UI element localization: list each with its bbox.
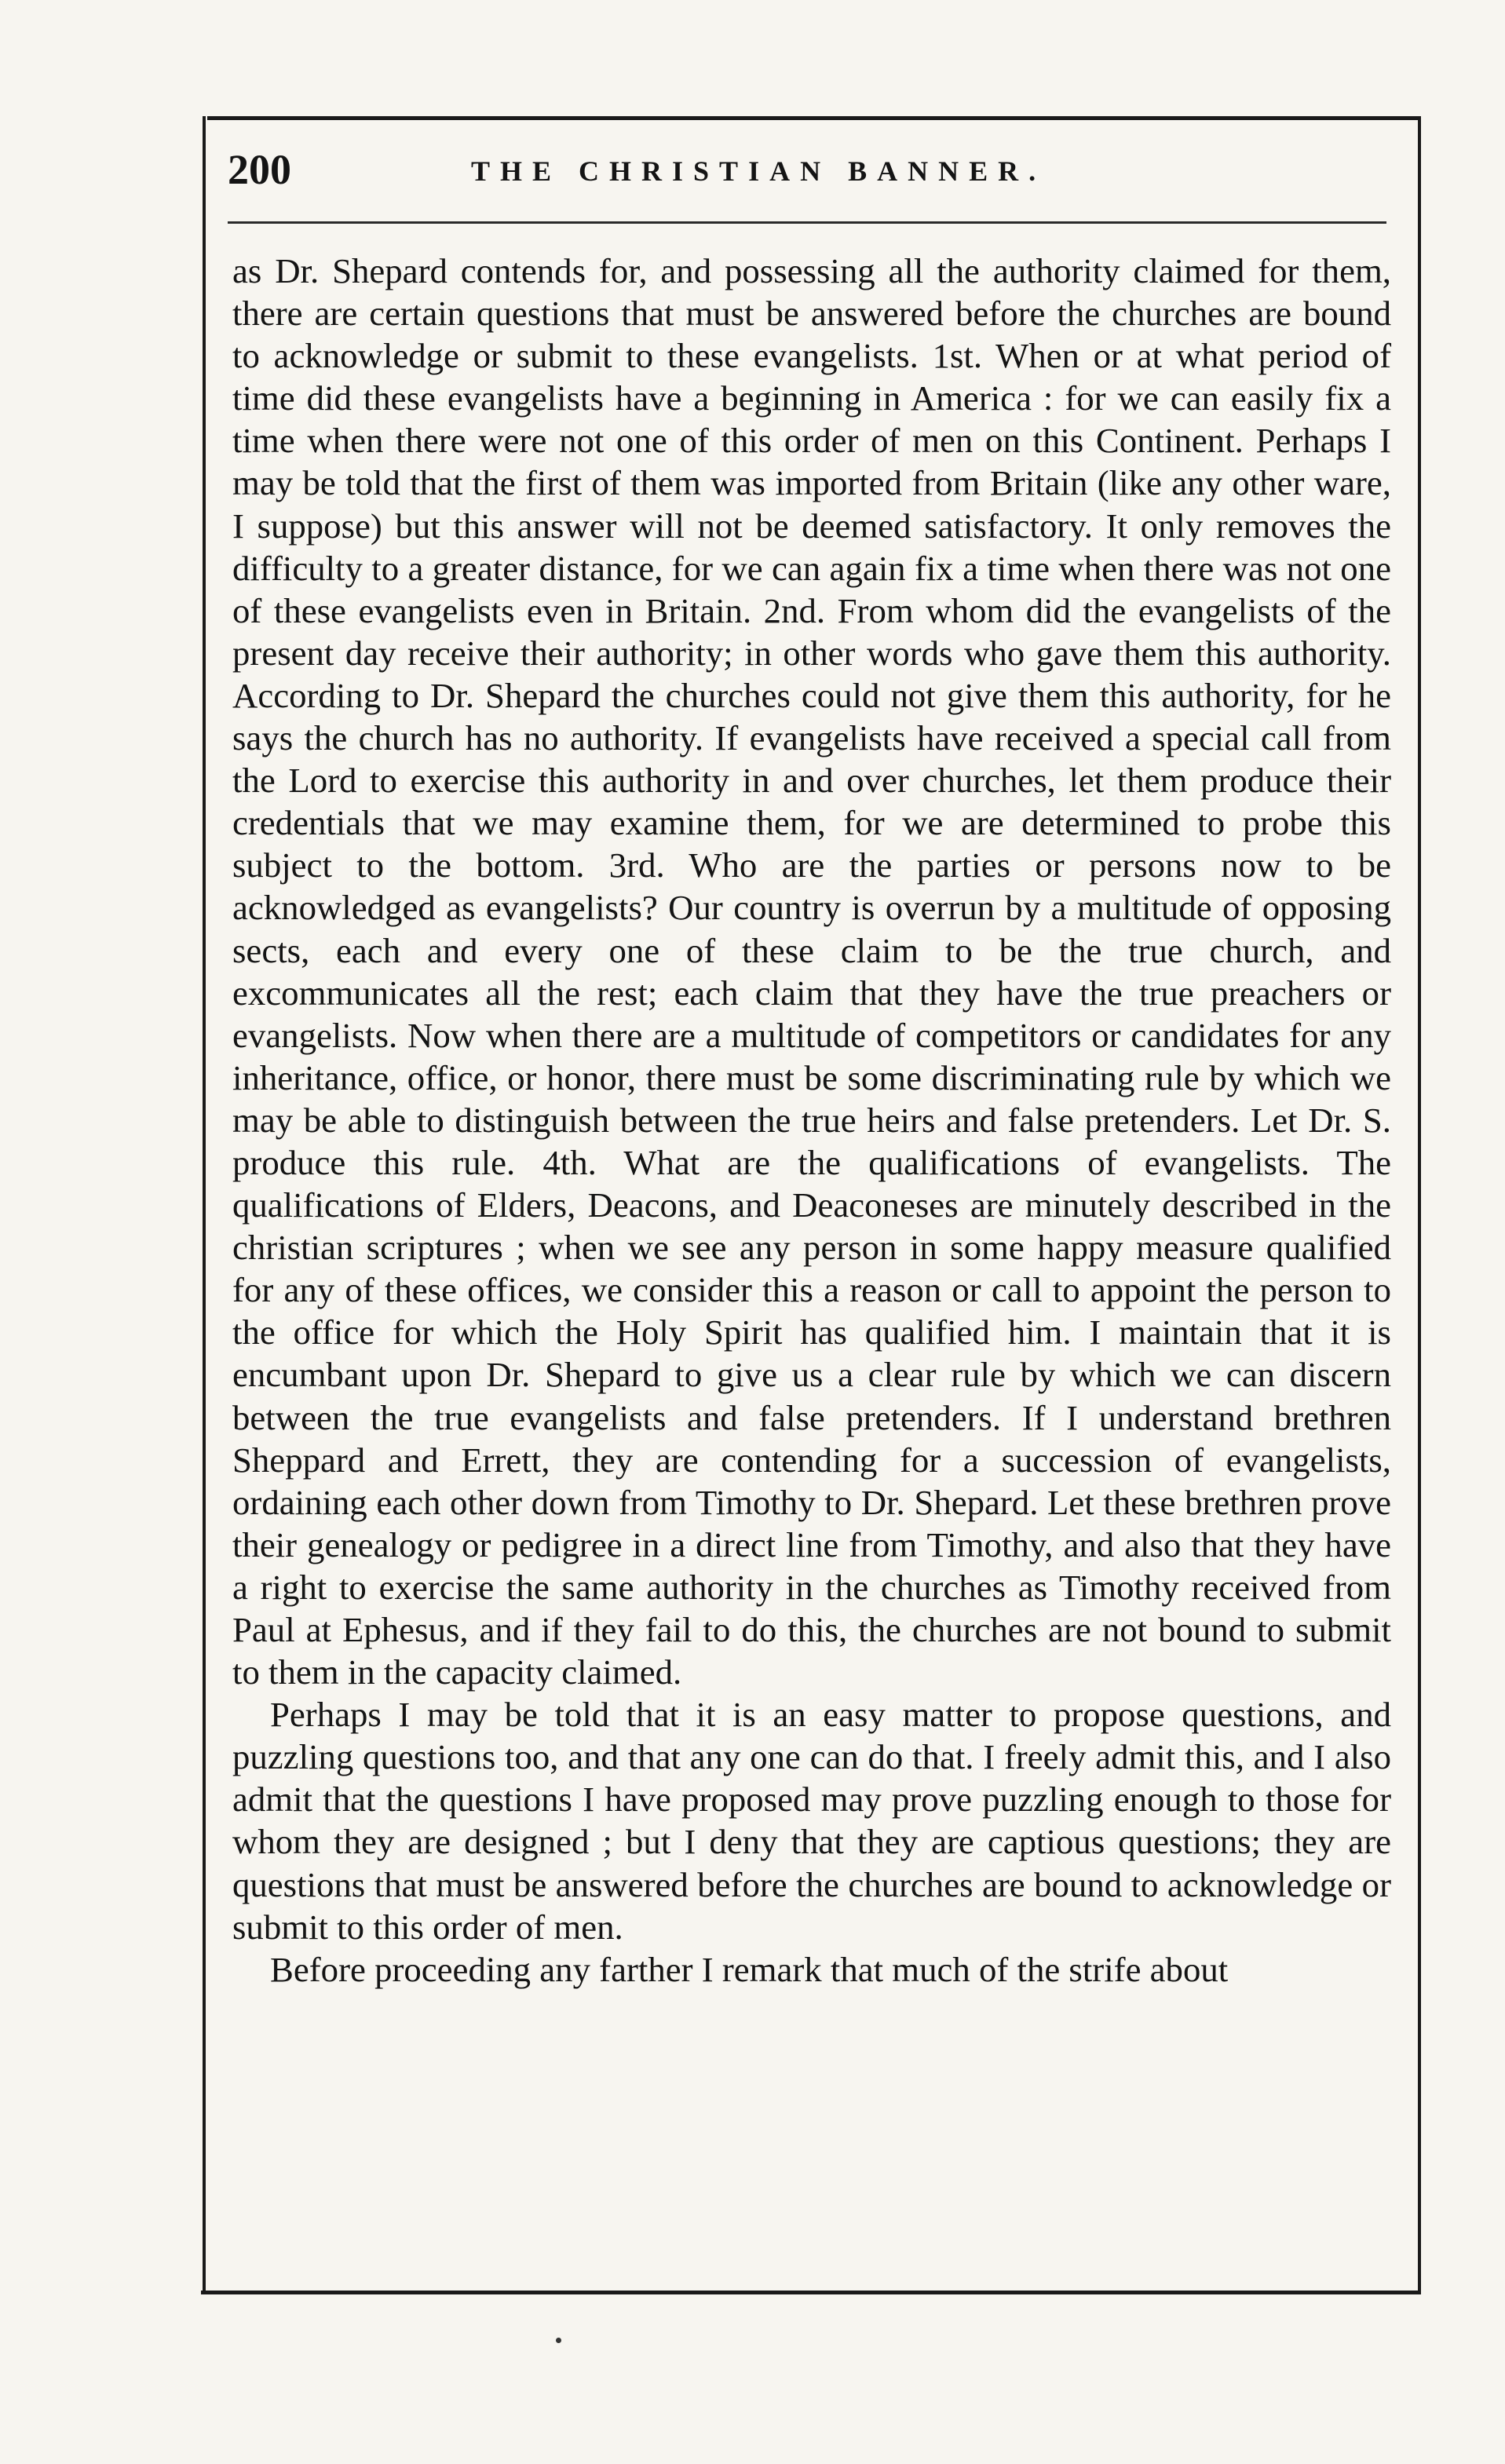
page-frame-top-rule — [207, 116, 1421, 120]
print-speck — [556, 2338, 561, 2343]
page-frame-right-rule — [1418, 116, 1421, 2294]
page-frame-left-rule — [203, 116, 206, 2294]
paragraph-continued: as Dr. Shepard contends for, and possessing all the authority claimed for them, there are certain questions that must be answered before the churches are bound to acknowledge or submit to these evangelists. 1st. When or at what period of time did these evangelists have a beginning in America : for we can easily fix a time when there were not one of this order of men on this Continent. Perhaps I may be told that the first of them was imported from Britain (like any other ware, I suppose) but this answer will not be deemed satisfactory. It only removes the difficulty to a greater distance, for we can again fix a time when there was not one of these evangelists even in Britain. 2nd. From whom did the evangelists of the present day receive their authority; in other words who gave them this authority. According to Dr. Shepard the churches could not give them this authority, for he says the church has no authority. If evangelists have received a special call from the Lord to exercise this authority in and over churches, let them produce their credentials that we may examine them, for we are determined to probe this subject to the bottom. 3rd. Who are the parties or persons now to be acknowledged as evangelists? Our country is overrun by a multitude of opposing sects, each and every one of these claim to be the true church, and excommunicates all the rest; each claim that they have the true preachers or evangelists. Now when there are a multitude of competitors or candidates for any inheritance, office, or honor, there must be some discriminating rule by which we may be able to distinguish between the true heirs and false pretenders. Let Dr. S. produce this rule. 4th. What are the qualifications of evangelists. The qualifications of Elders, Deacons, and Deaconeses are minutely described in the christian scriptures ; when we see any person in some happy measure qualified for any of these offices, we consider this a reason or call to appoint the person to the office for which the Holy Spirit has qualified him. I maintain that it is encumbant upon Dr. Shepard to give us a clear rule by which we can discern between the true evangelists and false pretenders. If I understand brethren Sheppard and Errett, they are contending for a succession of evangelists, ordaining each other down from Timothy to Dr. Shepard. Let these brethren prove their genealogy or pedigree in a direct line from Timothy, and also that they have a right to exercise the same authority in the churches as Timothy received from Paul at Ephesus, and if they fail to do this, the churches are not bound to submit to them in the capacity claimed. — [232, 251, 1391, 1692]
running-title: THE CHRISTIAN BANNER. — [471, 155, 1047, 187]
article-body — [232, 250, 1391, 1991]
paragraph: Perhaps I may be told that it is an easy matter to propose questions, and puzzling questions too, and that any one can do that. I freely admit this, and I also admit that the questions I have proposed may prove puzzling enough to those for whom they are designed ; but I deny that they are captious questions; they are questions that must be answered before the churches are bound to acknowledge or submit to this order of men. — [232, 1695, 1391, 1947]
paragraph: Before proceeding any farther I remark that much of the strife about — [270, 1949, 1229, 1989]
header-rule — [228, 221, 1386, 224]
page-number: 200 — [228, 146, 291, 193]
page-frame-bottom-rule — [201, 2291, 1421, 2294]
